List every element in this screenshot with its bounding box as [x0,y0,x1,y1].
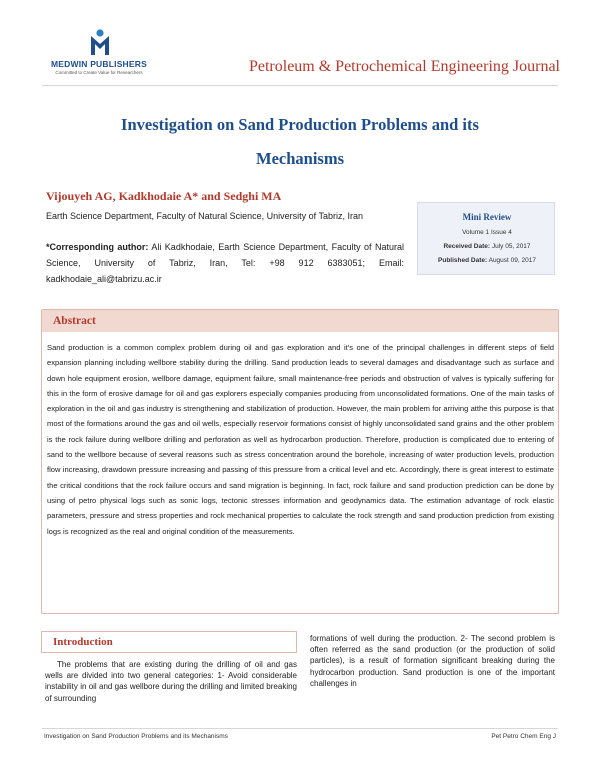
received-date-value: July 05, 2017 [491,243,531,250]
abstract-header [42,310,558,332]
article-authors: Vijouyeh AG, Kadkhodaie A* and Sedghi MA [46,189,282,203]
article-title [60,108,540,176]
volume-issue: Volume 1 Issue 4 [462,229,512,236]
abstract-section [41,309,559,614]
introduction-left-column: The problems that are existing during the drilling of oil and gas wells are divided into two general categories: 1- Avoid considerable instability in oil and gas wellbore during the drilling and limited breaking of surrounding [45,660,297,703]
footer-journal-abbrev: Pet Petro Chem Eng J [491,733,556,740]
publisher-tagline: Committed to Create Value for Researchers [55,70,143,75]
corresponding-author [46,239,404,287]
corresponding-author-text: Ali Kadkhodaie, Earth Science Department, Faculty of Natural Science, University of Tabriz, Iran, Tel: +98 912 6383051; Email: kadkhodaie_ali@tabrizu.ac.ir [46,242,405,284]
article-title-line-2: Mechanisms [256,149,344,168]
footer-divider [42,728,558,729]
article-type: Mini Review [462,212,512,222]
article-info-box [417,202,555,275]
publisher-name: MEDWIN PUBLISHERS [51,59,147,69]
corresponding-author-label: *Corresponding author: [46,242,149,252]
published-date-label: Published Date: [438,257,488,264]
abstract-text: Sand production is a common complex problem during oil and gas exploration and it's one of the principal challenges in different steps of field expansion planning including wellbore stability during the drilling. Sand production leads to several damages and disadvantage such as surface and down hole equipment erosion, wellbore damage, equipment failure, small maintenance-free periods and obstruction of valves is typically suffering for this in the form of erosive damage for oil and gas explorers especially companies producing from unconsolidated formations. One of the main tasks of exploration in the oil and gas industry is strengthening and stabilization of production. However, the main problem for arriving atthe this purpose is that most of the formations around the gas and oil wells, especially reservoir formations consist of highly unconsolidated sand grains and the other problem is the rock failure during wellbore drilling and perforation as well as hydrocarbon production. Therefore, production is complicated due to entering of sand to the wellbore because of several reasons such as stress concentration around the borehole, increasing of water production levels, production flow increasing, drawdown pressure increasing and passing of this pressure from a critical level and etc. Accordingly, there is great interest to estimate the critical conditions that the rock failure occurs and sand migration is beginning. In fact, rock failure and sand production prediction can be done by using of petro physical logs such as sonic logs, tectonic stresses information and geodynamics data. The estimation advantage of rock elastic parameters, pressure and stress properties and rock mechanical properties to calculate the rock strength and sand production prediction from existing logs is recognized as the real and original condition of the measurements. [47,343,554,536]
journal-name: Petroleum & Petrochemical Engineering Journal [248,58,560,75]
published-date-value: August 09, 2017 [488,257,536,264]
introduction-heading: Introduction [53,636,113,648]
introduction-right-column: formations of well during the production. 2- The second problem is often referred as the sand production (or the production of solid particles), is a result of formation significant breaking during the hydrocarbon production. Sand production is one of the important challenges in [310,634,555,688]
author-affiliation: Earth Science Department, Faculty of Natural Science, University of Tabriz, Iran [46,211,363,221]
medwin-logo-icon [88,28,112,56]
introduction-header [41,631,297,653]
published-date [418,257,556,264]
header-divider [42,85,558,86]
received-date-label: Received Date: [443,243,491,250]
publisher-logo [44,26,154,78]
article-title-line-1: Investigation on Sand Production Problems and its [121,115,479,134]
footer-running-title: Investigation on Sand Production Problems and its Mechanisms [44,733,228,740]
abstract-heading: Abstract [53,315,96,327]
received-date [418,243,556,250]
